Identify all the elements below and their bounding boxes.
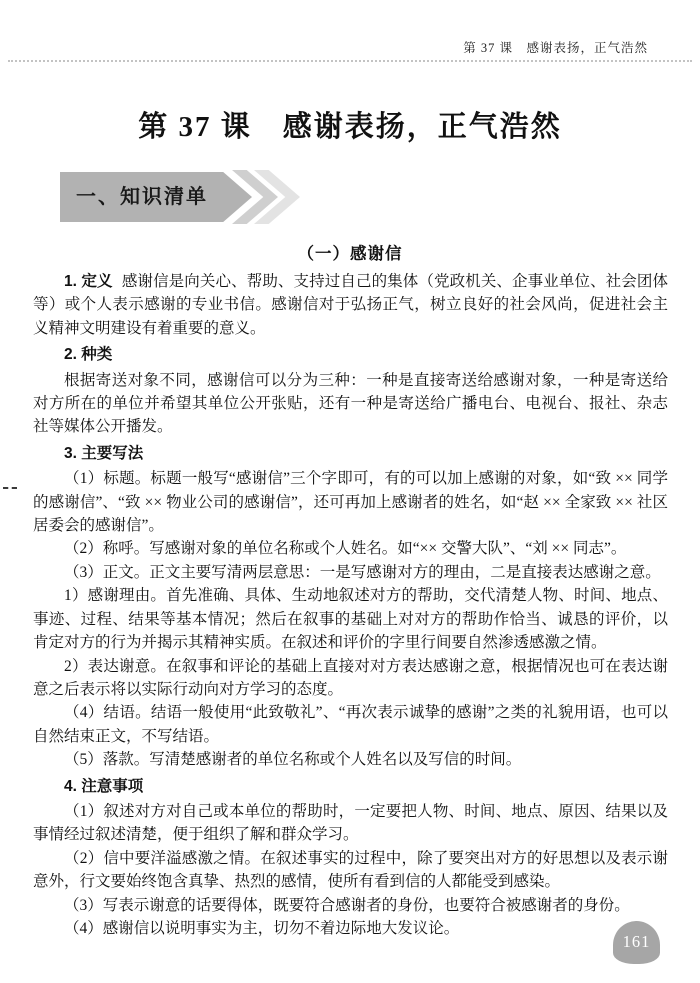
section-heading-notes: 4. 注意事项 (64, 777, 144, 795)
header-dotted-divider (8, 60, 692, 62)
section-heading-writing: 3. 主要写法 (64, 444, 144, 462)
paragraph-note-2: （2）信中要洋溢感激之情。在叙述事实的过程中，除了要突出对方的好思想以及表示谢意外，行文要始终饱含真挚、热烈的感情，使所有看到信的人都能受到感染。 (33, 849, 668, 891)
paragraph-body-rule: （3）正文。正文主要写清两层意思：一是写感谢对方的理由，二是直接表达感谢之意。 (64, 563, 661, 581)
paragraph-title-rule: （1）标题。标题一般写“感谢信”三个字即可，有的可以加上感谢的对象，如“致 ×× 同学的感谢信”、“致 ×× 物业公司的感谢信”，还可再加上感谢者的姓名，如“赵 ×× 全家致 ×× 社区居委会的感谢信”。 (33, 470, 668, 535)
paragraph-types: 根据寄送对象不同，感谢信可以分为三种：一种是直接寄送给感谢对象，一种是寄送给对方所在的单位并希望其单位公开张贴，还有一种是寄送给广播电台、电视台、报社、杂志社等媒体公开播发。 (33, 371, 668, 436)
paragraph-note-4: （4）感谢信以说明事实为主，切勿不着边际地大发议论。 (64, 919, 460, 937)
page-number-badge: 161 (613, 921, 660, 964)
running-header: 第 37 课 感谢表扬，正气浩然 (463, 41, 648, 55)
paragraph-gratitude-rule: 2）表达谢意。在叙事和评论的基础上直接对对方表达感谢之意，根据情况也可在表达谢意之后表示将以实际行动向对方学习的态度。 (33, 657, 668, 698)
section-subtitle: （一）感谢信 (297, 245, 403, 263)
definition-text: 感谢信是向关心、帮助、支持过自己的集体（党政机关、企事业单位、社会团体等）或个人表示感谢的专业书信。感谢信对于弘扬正气，树立良好的社会风尚，促进社会主义精神文明建设有着重要的意义。 (33, 273, 668, 337)
paragraph-salutation-rule: （2）称呼。写感谢对象的单位名称或个人姓名。如“×× 交警大队”、“刘 ×× 同志”。 (64, 540, 627, 558)
page-title: 第 37 课 感谢表扬，正气浩然 (138, 111, 562, 143)
banner-label: 一、知识清单 (76, 186, 208, 208)
paragraph-reason-rule: 1）感谢理由。首先准确、具体、生动地叙述对方的帮助，交代清楚人物、时间、地点、事迹、过程、结果等基本情况；然后在叙事的基础上对对方的帮助作恰当、诚恳的评价，以肯定对方的行为并揭示其精神实质。在叙述和评价的字里行间要自然渗透感激之情。 (33, 587, 668, 652)
paragraph-note-3: （3）写表示谢意的话要得体，既要符合感谢者的身份，也要符合被感谢者的身份。 (64, 896, 630, 914)
paragraph-signature-rule: （5）落款。写清楚感谢者的单位名称或个人姓名以及写信的时间。 (64, 751, 522, 769)
margin-mark (3, 487, 17, 489)
paragraph-note-1: （1）叙述对方对自己或本单位的帮助时，一定要把人物、时间、地点、原因、结果以及事情经过叙述清楚，便于组织了解和群众学习。 (33, 802, 668, 844)
body-content (33, 270, 668, 940)
paragraph-closing-rule: （4）结语。结语一般使用“此致敬礼”、“再次表示诚挚的感谢”之类的礼貌用语，也可以自然结束正文，不写结语。 (33, 704, 668, 745)
paragraph-definition (33, 270, 668, 340)
knowledge-banner (60, 172, 360, 222)
section-heading-types: 2. 种类 (64, 346, 113, 364)
definition-lead: 1. 定义 (64, 273, 113, 290)
